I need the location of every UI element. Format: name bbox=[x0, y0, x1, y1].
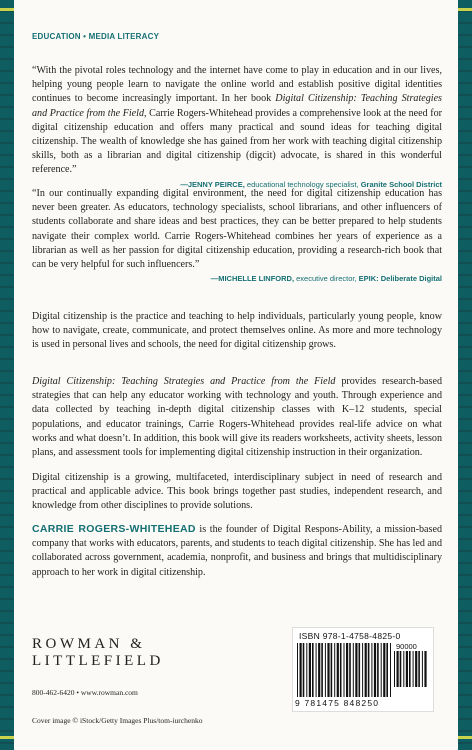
endorsement-quote-2: “In our continually expanding digital environment, the need for digital citizenship education has never been greater. As educators, technology specialists, school librarians, and other influencers of students collaborate and share ideas and best practices, they can be better prepared to help students navigate their complex world. Carrie Rogers-Whitehead combines her years of experience as a librarian as well as her passion for digital citizenship education, providing a research-rich book that can be very helpful for such influencers.” —MICHELLE LINFORD, executive director, EPIK: Deliberate Digital bbox=[32, 187, 442, 286]
author-name: CARRIE ROGERS-WHITEHEAD bbox=[32, 523, 196, 535]
barcode-bar bbox=[353, 643, 354, 697]
price-barcode-bars bbox=[394, 643, 428, 687]
isbn-barcode bbox=[292, 627, 434, 712]
barcode-bar bbox=[418, 651, 420, 687]
barcode-bar bbox=[394, 651, 395, 687]
barcode-bar bbox=[415, 651, 417, 687]
barcode-bar bbox=[344, 643, 345, 697]
barcode-bar bbox=[309, 643, 311, 697]
barcode-bar bbox=[381, 643, 382, 697]
barcode-bar bbox=[422, 651, 423, 687]
barcode-bar bbox=[312, 643, 314, 697]
barcode-bar bbox=[403, 651, 404, 687]
barcode-bar bbox=[303, 643, 305, 697]
barcode-bar bbox=[334, 643, 335, 697]
left-edge-pattern bbox=[0, 0, 14, 750]
barcode-bar bbox=[340, 643, 342, 697]
publisher-contact: 800-462-6420 • www.rowman.com bbox=[32, 688, 138, 697]
barcode-bar bbox=[368, 643, 370, 697]
description-paragraph-1: Digital citizenship is the practice and teaching to help individuals, particularly young people, know how to navigate, create, communicate, and protect themselves online. As more and more technology is used in personal lives and schools, the need for digital citizenship grows. bbox=[32, 311, 442, 351]
isbn-text: ISBN 978-1-4758-4825-0 bbox=[299, 631, 401, 641]
barcode-bar bbox=[390, 643, 391, 697]
barcode-bar bbox=[383, 643, 385, 697]
author-bio: CARRIE ROGERS-WHITEHEAD is the founder of Digital Respons-Ability, a mission-based company that works with educators, parents, and students to teach digital citizenship. She has led and collaborated across government, academia, nonprofit, and business and brings that multidisciplinary approach to her work in digital citizenship. bbox=[32, 523, 442, 578]
barcode-bar bbox=[331, 643, 333, 697]
barcode-bar bbox=[413, 651, 414, 687]
description-paragraph-3: Digital citizenship is a growing, multifaceted, interdisciplinary subject in need of research and practical and applicable advice. This book brings together past studies, independent research, and knowledge from other disciplines to provide solutions. bbox=[32, 472, 442, 512]
ean-barcode-bars bbox=[297, 643, 391, 697]
barcode-bar bbox=[365, 643, 367, 697]
barcode-bar bbox=[374, 643, 376, 697]
category-label: EDUCATION • MEDIA LITERACY bbox=[32, 32, 160, 41]
barcode-bar bbox=[424, 651, 426, 687]
publisher-logo: ROWMAN & LITTLEFIELD bbox=[32, 636, 164, 669]
barcode-bar bbox=[325, 643, 326, 697]
barcode-bar bbox=[346, 643, 348, 697]
barcode-bar bbox=[337, 643, 339, 697]
barcode-bar bbox=[406, 651, 408, 687]
barcode-bar bbox=[321, 643, 323, 697]
ean-number: 9 781475 848250 bbox=[295, 698, 380, 708]
barcode-bar bbox=[400, 651, 402, 687]
barcode-bar bbox=[349, 643, 351, 697]
barcode-bar bbox=[359, 643, 361, 697]
quote-1-attribution: —JENNY PEIRCE, educational technology specialist, Granite School District bbox=[180, 179, 442, 189]
barcode-bar bbox=[300, 643, 302, 697]
barcode-bar bbox=[409, 651, 411, 687]
endorsement-quote-1: “With the pivotal roles technology and the internet have come to play in education and in our lives, helping young people learn to navigate the online world and establish positive digital identities continues to become increasingly important. In her book Digital Citizenship: Teaching Strategies and Practice from the Field, Carrie Rogers-Whitehead provides a comprehensive look at the need for digital citizenship education and offers many practical and sound ideas for teaching digital citizenship. The wealth of knowledge she has gained from her work with teaching digital citizenship skills, both as a librarian and digital citizenship (digcit) advocate, is shared in this wonderful reference.” —JENNY PEIRCE, educational technology specialist, Granite School District bbox=[32, 64, 442, 192]
barcode-bar bbox=[297, 643, 298, 697]
right-edge-pattern bbox=[458, 0, 472, 750]
barcode-bar bbox=[397, 651, 399, 687]
barcode-bar bbox=[355, 643, 357, 697]
barcode-bar bbox=[371, 643, 372, 697]
barcode-bar bbox=[377, 643, 379, 697]
description-paragraph-2: Digital Citizenship: Teaching Strategies and Practice from the Field provides research-based strategies that can help any educator working with technology and youth. Through experience and data collected by teaching in-depth digital citizenship classes with K–12 students, special populations, and educator trainings, Carrie Rogers-Whitehead provides real-life advice on what works and what doesn’t. In addition, this book will give its readers worksheets, activity sheets, lesson plans, and assessment tools for implementing digital citizenship instruction in their organization. bbox=[32, 376, 442, 459]
barcode-bar bbox=[318, 643, 320, 697]
price-code: 90000 bbox=[396, 642, 417, 651]
quote-2-attribution: —MICHELLE LINFORD, executive director, EPIK: Deliberate Digital bbox=[210, 274, 442, 284]
barcode-bar bbox=[362, 643, 363, 697]
barcode-bar bbox=[327, 643, 329, 697]
barcode-bar bbox=[306, 643, 307, 697]
barcode-bar bbox=[316, 643, 317, 697]
barcode-bar bbox=[386, 643, 388, 697]
cover-credit: Cover image © iStock/Getty Images Plus/tom-iurchenko bbox=[32, 716, 203, 725]
